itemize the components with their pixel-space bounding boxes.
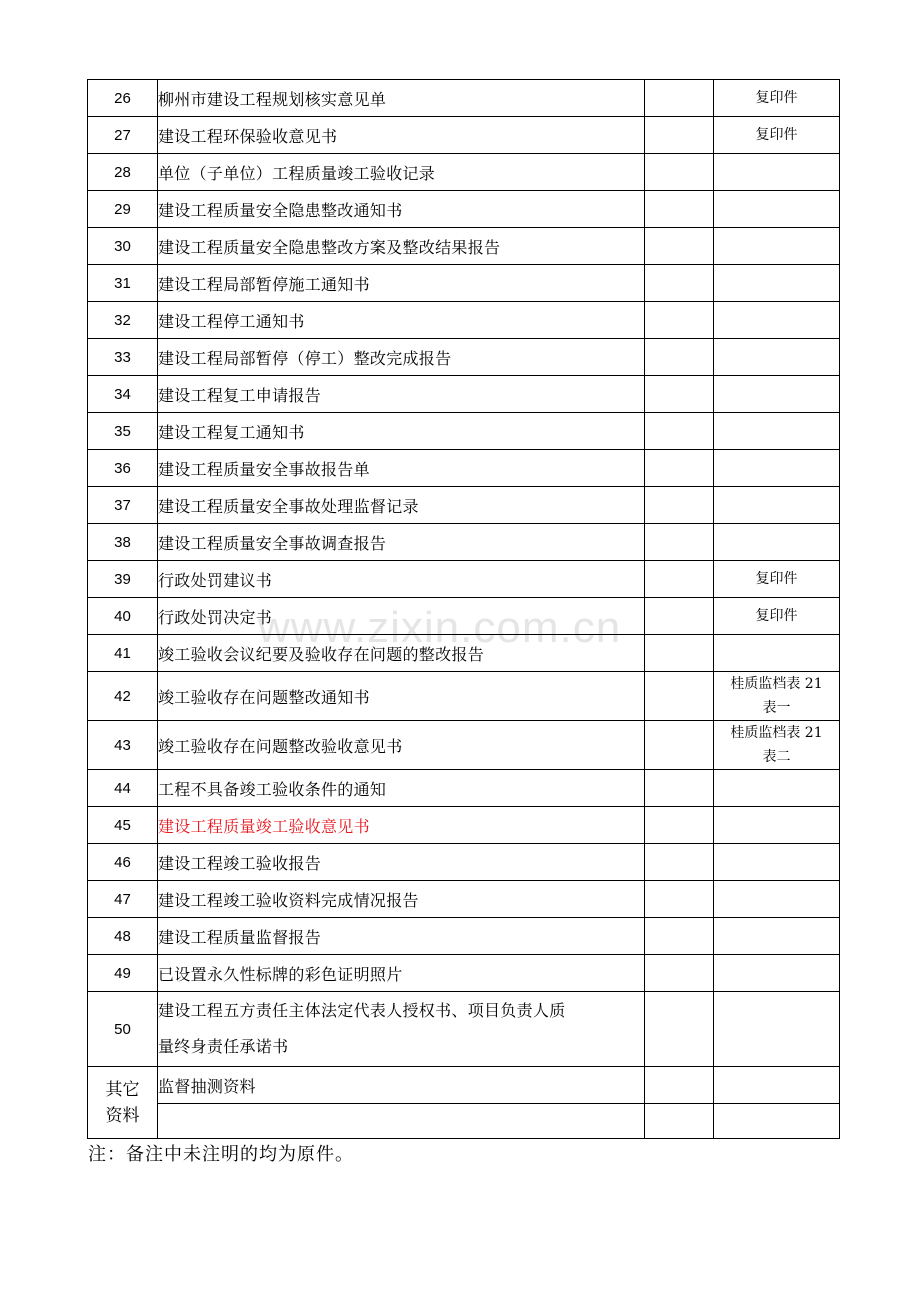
- row-number: 38: [88, 524, 158, 561]
- remark-cell: [714, 450, 840, 487]
- table-row: [88, 561, 840, 598]
- remark-cell: 复印件: [714, 80, 840, 117]
- blank-cell: [645, 265, 714, 302]
- remark-cell: [714, 1067, 840, 1104]
- row-number: 48: [88, 918, 158, 955]
- table-row: [88, 1067, 840, 1104]
- remark-cell: 复印件: [714, 117, 840, 154]
- remark-cell: [714, 265, 840, 302]
- blank-cell: [645, 992, 714, 1067]
- remark-cell: 复印件: [714, 561, 840, 598]
- document-name: 行政处罚建议书: [158, 561, 645, 598]
- blank-cell: [645, 228, 714, 265]
- table-row: [88, 844, 840, 881]
- row-number: 37: [88, 487, 158, 524]
- other-materials-label: [88, 1067, 158, 1139]
- blank-cell: [645, 672, 714, 721]
- document-name-highlighted: 建设工程质量竣工验收意见书: [158, 807, 645, 844]
- blank-cell: [645, 339, 714, 376]
- blank-cell: [645, 1104, 714, 1139]
- table-row: [88, 992, 840, 1067]
- blank-cell: [645, 450, 714, 487]
- remark-cell: [714, 807, 840, 844]
- table-row: [88, 228, 840, 265]
- row-number: 49: [88, 955, 158, 992]
- blank-cell: [645, 191, 714, 228]
- document-name: 工程不具备竣工验收条件的通知: [158, 770, 645, 807]
- document-name: 建设工程竣工验收报告: [158, 844, 645, 881]
- document-name: 建设工程环保验收意见书: [158, 117, 645, 154]
- row-number: 50: [88, 992, 158, 1067]
- row-number: 44: [88, 770, 158, 807]
- archive-list-table: [87, 79, 840, 1139]
- remark-cell: [714, 302, 840, 339]
- blank-cell: [645, 598, 714, 635]
- row-number: 47: [88, 881, 158, 918]
- document-name: 行政处罚决定书: [158, 598, 645, 635]
- row-number: 30: [88, 228, 158, 265]
- blank-cell: [645, 844, 714, 881]
- document-name: [158, 992, 645, 1067]
- table-row: [88, 1104, 840, 1139]
- blank-cell: [645, 413, 714, 450]
- document-name: 竣工验收会议纪要及验收存在问题的整改报告: [158, 635, 645, 672]
- document-name-line: 建设工程五方责任主体法定代表人授权书、项目负责人质: [158, 1001, 566, 1020]
- blank-cell: [645, 302, 714, 339]
- document-name-line: 量终身责任承诺书: [158, 1037, 289, 1056]
- remark-cell: [714, 1104, 840, 1139]
- document-name: 竣工验收存在问题整改验收意见书: [158, 721, 645, 770]
- remark-line: 表二: [762, 749, 791, 765]
- remark-cell: [714, 413, 840, 450]
- row-number: 45: [88, 807, 158, 844]
- table-row: [88, 598, 840, 635]
- remark-cell: [714, 376, 840, 413]
- blank-cell: [645, 1067, 714, 1104]
- blank-cell: [645, 807, 714, 844]
- table-row: [88, 265, 840, 302]
- blank-cell: [645, 117, 714, 154]
- blank-cell: [645, 80, 714, 117]
- remark-cell: [714, 844, 840, 881]
- remark-cell: [714, 635, 840, 672]
- document-name: 建设工程停工通知书: [158, 302, 645, 339]
- blank-cell: [645, 487, 714, 524]
- table-row: [88, 339, 840, 376]
- table-row: [88, 918, 840, 955]
- row-number: 39: [88, 561, 158, 598]
- document-name: 监督抽测资料: [158, 1067, 645, 1104]
- table-row: [88, 721, 840, 770]
- blank-cell: [645, 955, 714, 992]
- document-name: 建设工程局部暂停（停工）整改完成报告: [158, 339, 645, 376]
- blank-cell: [645, 154, 714, 191]
- document-name: 柳州市建设工程规划核实意见单: [158, 80, 645, 117]
- other-label-line: 其它: [105, 1079, 140, 1100]
- document-name: 建设工程质量安全隐患整改通知书: [158, 191, 645, 228]
- table-row: [88, 770, 840, 807]
- remark-line: 表一: [762, 700, 791, 716]
- remark-cell: [714, 191, 840, 228]
- table-row: [88, 672, 840, 721]
- row-number: 35: [88, 413, 158, 450]
- table-row: [88, 881, 840, 918]
- row-number: 42: [88, 672, 158, 721]
- table-row: [88, 524, 840, 561]
- remark-cell: [714, 770, 840, 807]
- row-number: 27: [88, 117, 158, 154]
- remark-cell: [714, 487, 840, 524]
- remark-line: 桂质监档表 21: [730, 676, 823, 692]
- blank-cell: [645, 635, 714, 672]
- table-row: [88, 413, 840, 450]
- row-number: 31: [88, 265, 158, 302]
- row-number: 29: [88, 191, 158, 228]
- table-row: [88, 117, 840, 154]
- blank-cell: [645, 376, 714, 413]
- table-row: [88, 302, 840, 339]
- table-row: [88, 487, 840, 524]
- table-row: [88, 450, 840, 487]
- remark-line: 桂质监档表 21: [730, 725, 823, 741]
- document-name: 建设工程质量安全事故调查报告: [158, 524, 645, 561]
- document-name: 建设工程复工通知书: [158, 413, 645, 450]
- table-row: [88, 191, 840, 228]
- row-number: 32: [88, 302, 158, 339]
- remark-cell: [714, 339, 840, 376]
- remark-cell: [714, 992, 840, 1067]
- blank-cell: [645, 721, 714, 770]
- table-row: [88, 635, 840, 672]
- remark-cell: 复印件: [714, 598, 840, 635]
- document-name: 建设工程质量安全事故处理监督记录: [158, 487, 645, 524]
- remark-cell: [714, 881, 840, 918]
- document-name: 单位（子单位）工程质量竣工验收记录: [158, 154, 645, 191]
- row-number: 26: [88, 80, 158, 117]
- row-number: 41: [88, 635, 158, 672]
- remark-cell: [714, 228, 840, 265]
- row-number: 36: [88, 450, 158, 487]
- blank-cell: [645, 561, 714, 598]
- remark-cell: [714, 721, 840, 770]
- remark-cell: [714, 918, 840, 955]
- document-name: 建设工程质量安全隐患整改方案及整改结果报告: [158, 228, 645, 265]
- document-name: 建设工程质量监督报告: [158, 918, 645, 955]
- row-number: 34: [88, 376, 158, 413]
- document-name: [158, 1104, 645, 1139]
- table-row: [88, 807, 840, 844]
- watermark: www.zixin.com.cn: [258, 603, 622, 652]
- blank-cell: [645, 918, 714, 955]
- document-name: 建设工程竣工验收资料完成情况报告: [158, 881, 645, 918]
- document-name: 建设工程质量安全事故报告单: [158, 450, 645, 487]
- document-name: 建设工程局部暂停施工通知书: [158, 265, 645, 302]
- remark-cell: [714, 672, 840, 721]
- table-row: [88, 376, 840, 413]
- footnote: 注：备注中未注明的均为原件。: [88, 1144, 354, 1165]
- blank-cell: [645, 770, 714, 807]
- row-number: 40: [88, 598, 158, 635]
- remark-cell: [714, 524, 840, 561]
- row-number: 28: [88, 154, 158, 191]
- row-number: 33: [88, 339, 158, 376]
- document-name: 已设置永久性标牌的彩色证明照片: [158, 955, 645, 992]
- row-number: 43: [88, 721, 158, 770]
- blank-cell: [645, 881, 714, 918]
- other-label-line: 资料: [105, 1105, 140, 1126]
- table-row: [88, 80, 840, 117]
- document-name: 建设工程复工申请报告: [158, 376, 645, 413]
- table-row: [88, 154, 840, 191]
- document-name: 竣工验收存在问题整改通知书: [158, 672, 645, 721]
- blank-cell: [645, 524, 714, 561]
- row-number: 46: [88, 844, 158, 881]
- remark-cell: [714, 154, 840, 191]
- remark-cell: [714, 955, 840, 992]
- table-row: [88, 955, 840, 992]
